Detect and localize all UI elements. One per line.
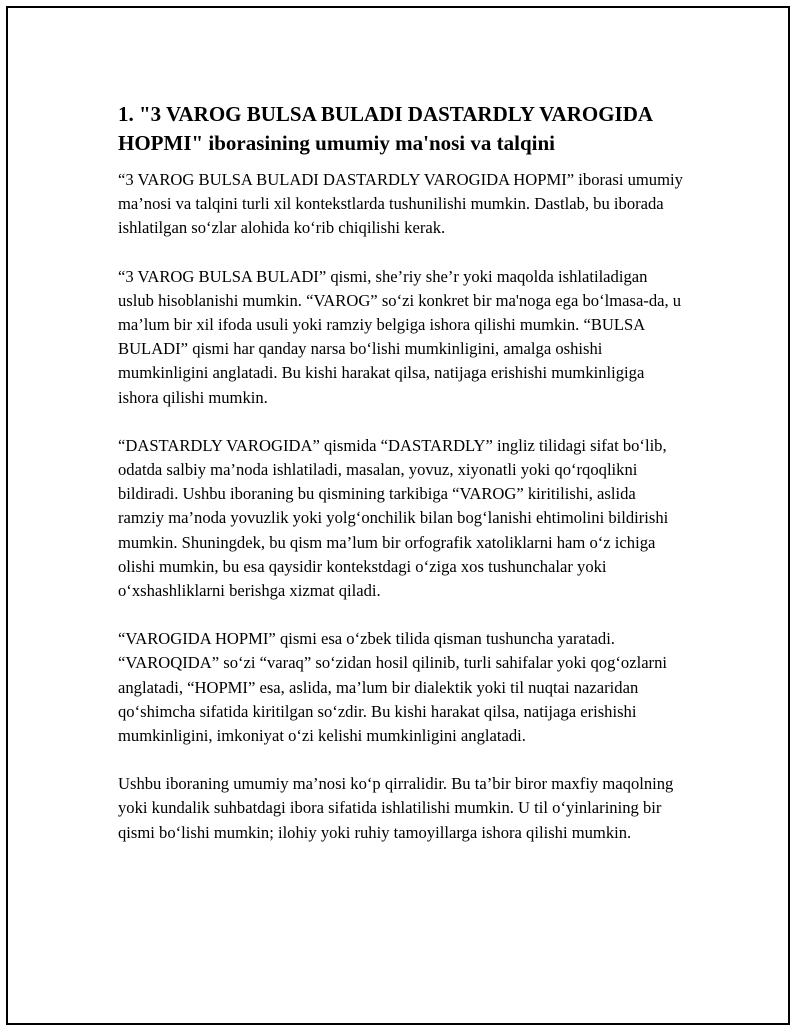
- section-heading: 1. "3 VAROG BULSA BULADI DASTARDLY VAROGIDA HOPMI" iborasining umumiy ma'nosi va talqini: [118, 102, 652, 155]
- paragraph-1: “3 VAROG BULSA BULADI DASTARDLY VAROGIDA HOPMI” iborasi umumiy ma’nosi va talqini turli xil kontekstlarda tushunilishi mumkin. Dastlab, bu iborada ishlatilgan so‘zlar alohida ko‘rib chiqilishi kerak.: [118, 170, 683, 238]
- document-body: [118, 100, 684, 869]
- paragraph-2: “3 VAROG BULSA BULADI” qismi, she’riy she’r yoki maqolda ishlatiladigan uslub hisoblanishi mumkin. “VAROG” so‘zi konkret bir ma'noga ega bo‘lmasa-da, u ma’lum bir xil ifoda usuli yoki ramziy belgiga ishora qilishi mumkin. “BULSA BULADI” qismi har qanday narsa bo‘lishi mumkinligini, amalga oshishi mumkinligini anglatadi. Bu kishi harakat qilsa, natijaga erishishi mumkinligiga ishora qilishi mumkin.: [118, 266, 682, 407]
- paragraph-5: Ushbu iboraning umumiy ma’nosi ko‘p qirralidir. Bu ta’bir biror maxfiy maqolning yoki kundalik suhbatdagi ibora sifatida ishlatilishi mumkin. U til o‘yinlarining bir qismi bo‘lishi mumkin; ilohiy yoki ruhiy tamoyillarga ishora qilishi mumkin.: [118, 774, 674, 842]
- paragraph-3: “DASTARDLY VAROGIDA” qismida “DASTARDLY” ingliz tilidagi sifat bo‘lib, odatda salbiy ma’noda ishlatiladi, masalan, yovuz, xiyonatli yoki qo‘rqoqlikni bildiradi. Ushbu iboraning bu qismining tarkibiga “VAROG” kiritilishi, aslida ramziy ma’noda yovuzlik yoki yolg‘onchilik bilan bog‘lanishi ehtimolini bildirishi mumkin. Shuningdek, bu qism ma’lum bir orfografik xatoliklarni ham o‘z ichiga olishi mumkin, bu esa qaysidir kontekstdagi o‘ziga xos tushunchalar yoki o‘xshashliklarni berishga xizmat qiladi.: [118, 435, 669, 601]
- paragraph-4: “VAROGIDA HOPMI” qismi esa o‘zbek tilida qisman tushuncha yaratadi. “VAROQIDA” so‘zi “varaq” so‘zidan hosil qilinib, turli sahifalar yoki qog‘ozlarni anglatadi, “HOPMI” esa, aslida, ma’lum bir dialektik yoki til nuqtai nazaridan qo‘shimcha sifatida kiritilgan so‘zdir. Bu kishi harakat qilsa, natijaga erishishi mumkinligini, imkoniyat o‘zi kelishi mumkinligini anglatadi.: [118, 629, 667, 746]
- document-page: [6, 6, 790, 1025]
